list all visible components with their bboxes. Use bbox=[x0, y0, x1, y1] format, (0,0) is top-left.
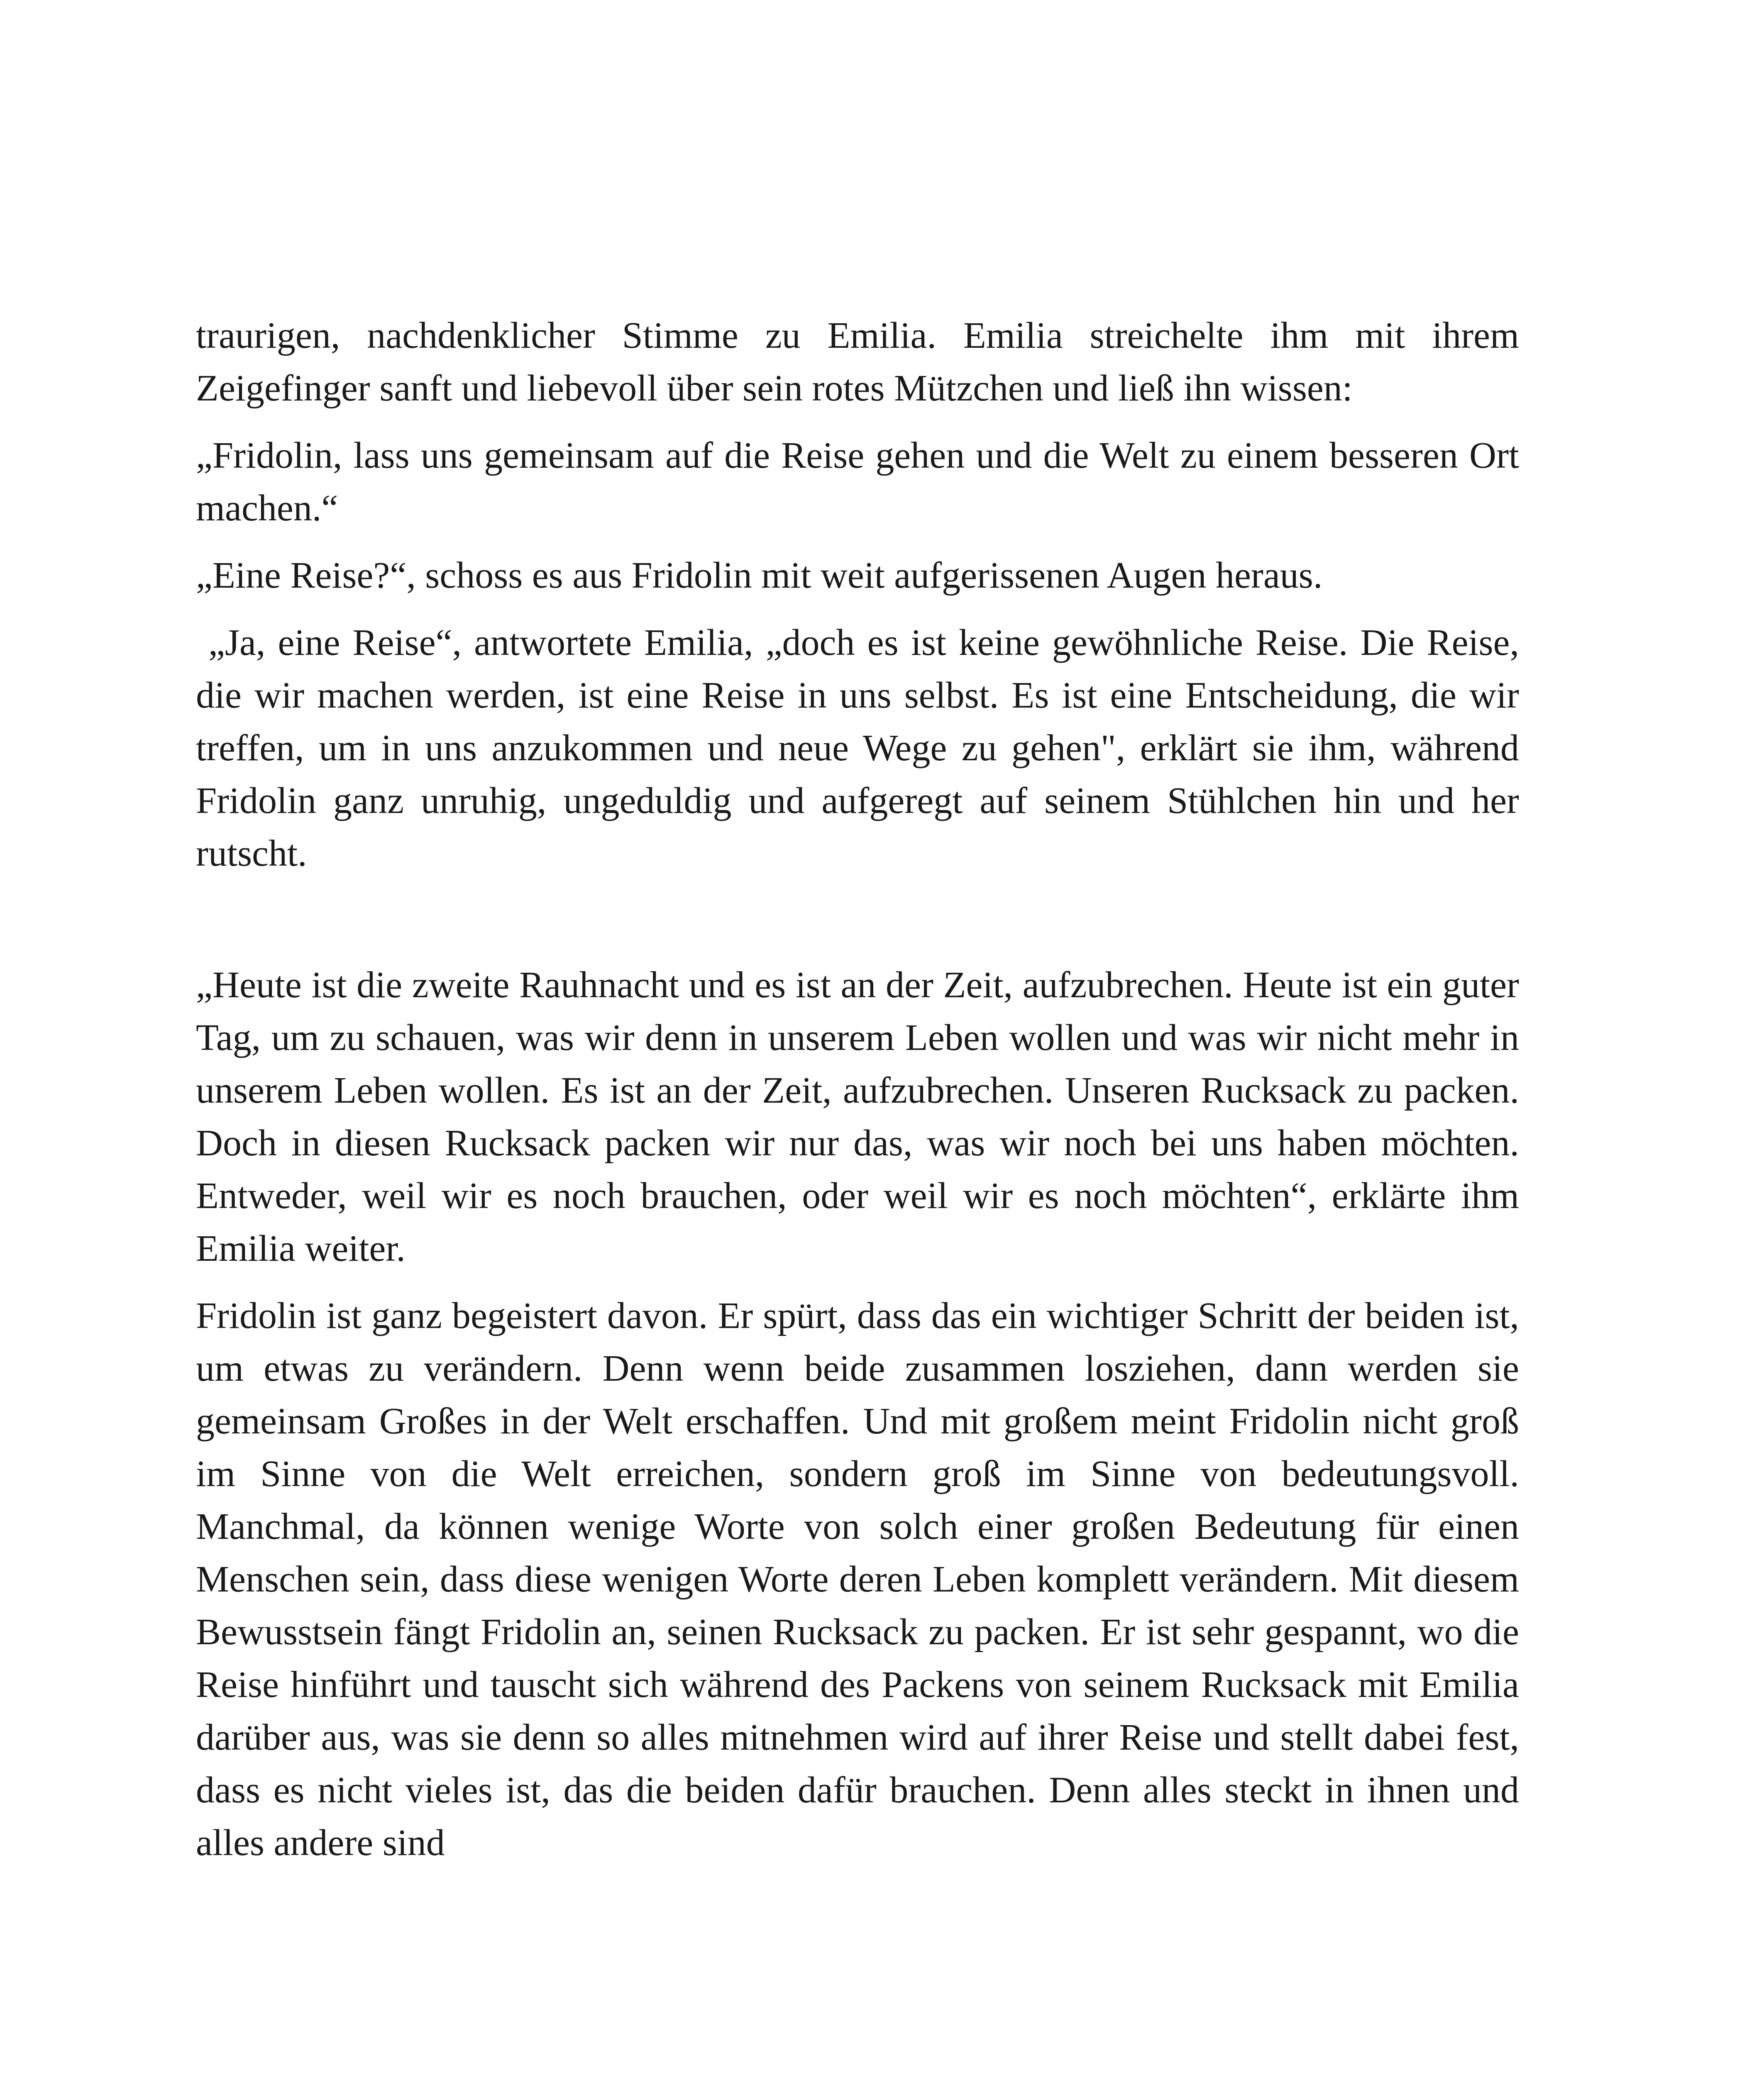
body-text bbox=[196, 309, 1519, 1884]
paragraph-6: Fridolin ist ganz begeistert davon. Er spürt, dass das ein wichtiger Schritt der beiden ist, um etwas zu verändern. Denn wenn beide zusammen losziehen, dann werden sie gemeinsam Großes in der Welt erschaffen. Und mit großem meint Fridolin nicht groß im Sinne von die Welt erreichen, sondern groß im Sinne von bedeutungsvoll. Manchmal, da können wenige Worte von solch einer großen Bedeutung für einen Menschen sein, dass diese wenigen Worte deren Leben komplett verändern. Mit diesem Bewusstsein fängt Fridolin an, seinen Rucksack zu packen. Er ist sehr gespannt, wo die Reise hinführt und tauscht sich während des Packens von seinem Rucksack mit Emilia darüber aus, was sie denn so alles mitnehmen wird auf ihrer Reise und stellt dabei fest, dass es nicht vieles ist, das die beiden dafür brauchen. Denn alles steckt in ihnen und alles andere sind bbox=[196, 1295, 1519, 1863]
paragraph-1: traurigen, nachdenklicher Stimme zu Emilia. Emilia streichelte ihm mit ihrem Zeigefinger sanft und liebevoll über sein rotes Mützchen und ließ ihn wissen: bbox=[196, 315, 1519, 409]
paragraph-3: „Eine Reise?“, schoss es aus Fridolin mit weit aufgerissenen Augen heraus. bbox=[196, 555, 1323, 596]
paragraph-4: „Ja, eine Reise“, antwortete Emilia, „doch es ist keine gewöhnliche Reise. Die Reise, die wir machen werden, ist eine Reise in uns selbst. Es ist eine Entscheidung, die wir treffen, um in uns anzukommen und neue Wege zu gehen", erklärt sie ihm, während Fridolin ganz unruhig, ungeduldig und aufgeregt auf seinem Stühlchen hin und her rutscht. bbox=[196, 622, 1519, 874]
paragraph-5: „Heute ist die zweite Rauhnacht und es ist an der Zeit, aufzubrechen. Heute ist ein guter Tag, um zu schauen, was wir denn in unserem Leben wollen und was wir nicht mehr in unserem Leben wollen. Es ist an der Zeit, aufzubrechen. Unseren Rucksack zu packen. Doch in diesen Rucksack packen wir nur das, was wir noch bei uns haben möchten. Entweder, weil wir es noch brauchen, oder weil wir es noch möchten“, erklärte ihm Emilia weiter. bbox=[196, 964, 1519, 1269]
paragraph-2: „Fridolin, lass uns gemeinsam auf die Reise gehen und die Welt zu einem besseren Ort machen.“ bbox=[196, 435, 1519, 529]
